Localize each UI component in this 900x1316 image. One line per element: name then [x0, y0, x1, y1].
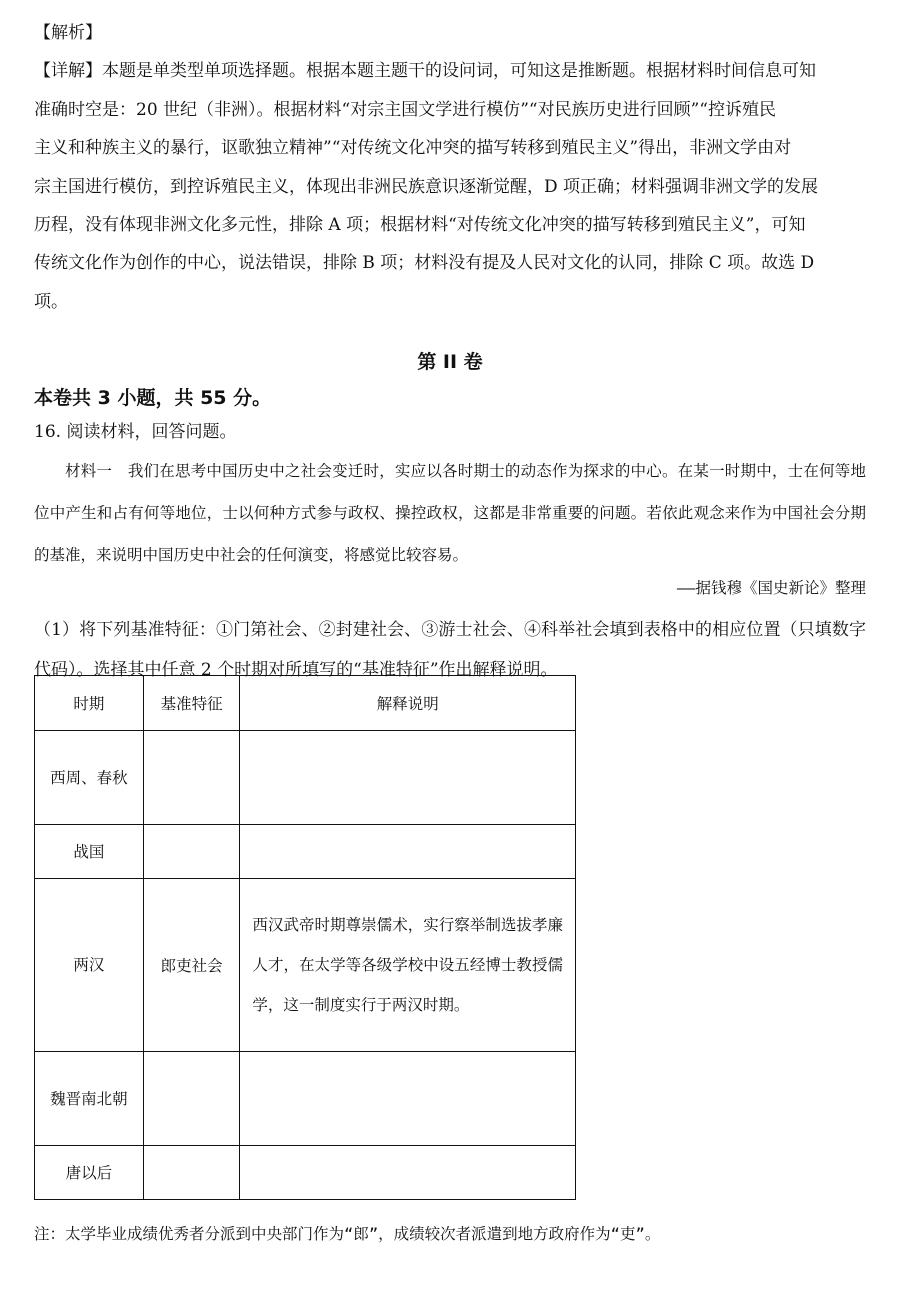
material-source: ——据钱穆《国史新论》整理: [676, 579, 866, 597]
table-row: [35, 879, 576, 1052]
header-explain: 解释说明: [240, 676, 576, 731]
explain-cell[interactable]: [240, 731, 576, 825]
table-row: [35, 731, 576, 825]
period-cell: [35, 1146, 144, 1200]
analysis-label: 【解析】: [34, 23, 102, 43]
analysis-detail-line: 项。: [34, 291, 68, 312]
analysis-detail-line: 【详解】本题是单类型单项选择题。根据本题主题干的设问词，可知这是推断题。根据材料时间信息可知: [34, 61, 816, 82]
period-cell: [35, 879, 144, 1052]
feature-cell[interactable]: [143, 1052, 240, 1146]
table-row: [35, 1052, 576, 1146]
period-cell: [35, 731, 144, 825]
material-one: 材料一 我们在思考中国历史中之社会变迁时，实应以各时期士的动态作为探求的中心。在某一时期中，士在何等地位中产生和占有何等地位，士以何种方式参与政权、操控政权，这都是非常重要的问题。若依此观念来作为中国社会分期的基准，来说明中国历史中社会的任何演变，将感觉比较容易。: [34, 462, 866, 564]
analysis-block: [34, 14, 866, 321]
explain-text: 西汉武帝时期尊崇儒术，实行察举制选拔孝廉人才，在太学等各级学校中设五经博士教授儒学，这一制度实行于两汉时期。: [252, 916, 563, 1014]
section-title: 第 II 卷: [417, 351, 483, 373]
header-period: 时期: [35, 676, 144, 731]
explain-cell[interactable]: [240, 1052, 576, 1146]
period-cell: [35, 825, 144, 879]
period-text: 战国: [73, 842, 105, 861]
analysis-detail-line: 准确时空是：20 世纪（非洲）。根据材料“对宗主国文学进行模仿”“对民族历史进行回顾”“控诉殖民: [34, 99, 776, 120]
feature-cell: 郎吏社会: [143, 879, 240, 1052]
period-text: 魏晋南北朝: [50, 1089, 128, 1108]
period-text: 西周、春秋: [50, 768, 128, 787]
feature-cell[interactable]: [143, 1146, 240, 1200]
sub-question-1: （1）将下列基准特征：①门第社会、②封建社会、③游士社会、④科举社会填到表格中的相应位置（只填数字代码）。选择其中任意 2 个时期对所填写的“基准特征”作出解释说明。: [34, 620, 866, 680]
period-cell: [35, 1052, 144, 1146]
table-header-row: [35, 676, 576, 731]
question-stem: 16. 阅读材料，回答问题。: [34, 422, 237, 442]
feature-cell[interactable]: [143, 825, 240, 879]
explain-cell: [240, 879, 576, 1052]
feature-cell[interactable]: [143, 731, 240, 825]
analysis-detail-line: 宗主国进行模仿，到控诉殖民主义，体现出非洲民族意识逐渐觉醒，D 项正确；材料强调非洲文学的发展: [34, 176, 819, 197]
analysis-detail-line: 主义和种族主义的暴行，讴歌独立精神”“对传统文化冲突的描写转移到殖民主义”得出，非洲文学由对: [34, 138, 792, 159]
table-note: 注：太学毕业成绩优秀者分派到中央部门作为“郎”，成绩较次者派遣到地方政府作为“吏”。: [34, 1225, 661, 1243]
explain-cell[interactable]: [240, 1146, 576, 1200]
period-text: 唐以后: [65, 1163, 113, 1182]
period-table: [34, 675, 576, 1200]
document-page: [34, 14, 866, 1243]
explain-cell[interactable]: [240, 825, 576, 879]
header-feature: 基准特征: [143, 676, 240, 731]
period-text: 两汉: [73, 956, 105, 974]
analysis-detail-line: 历程，没有体现非洲文化多元性，排除 A 项；根据材料“对传统文化冲突的描写转移到殖民主义”，可知: [34, 215, 806, 236]
section-meta: 本卷共 3 小题，共 55 分。: [34, 387, 272, 409]
table-row: [35, 825, 576, 879]
analysis-detail-line: 传统文化作为创作的中心，说法错误，排除 B 项；材料没有提及人民对文化的认同，排除 C 项。故选 D: [34, 253, 815, 274]
table-row: [35, 1146, 576, 1200]
